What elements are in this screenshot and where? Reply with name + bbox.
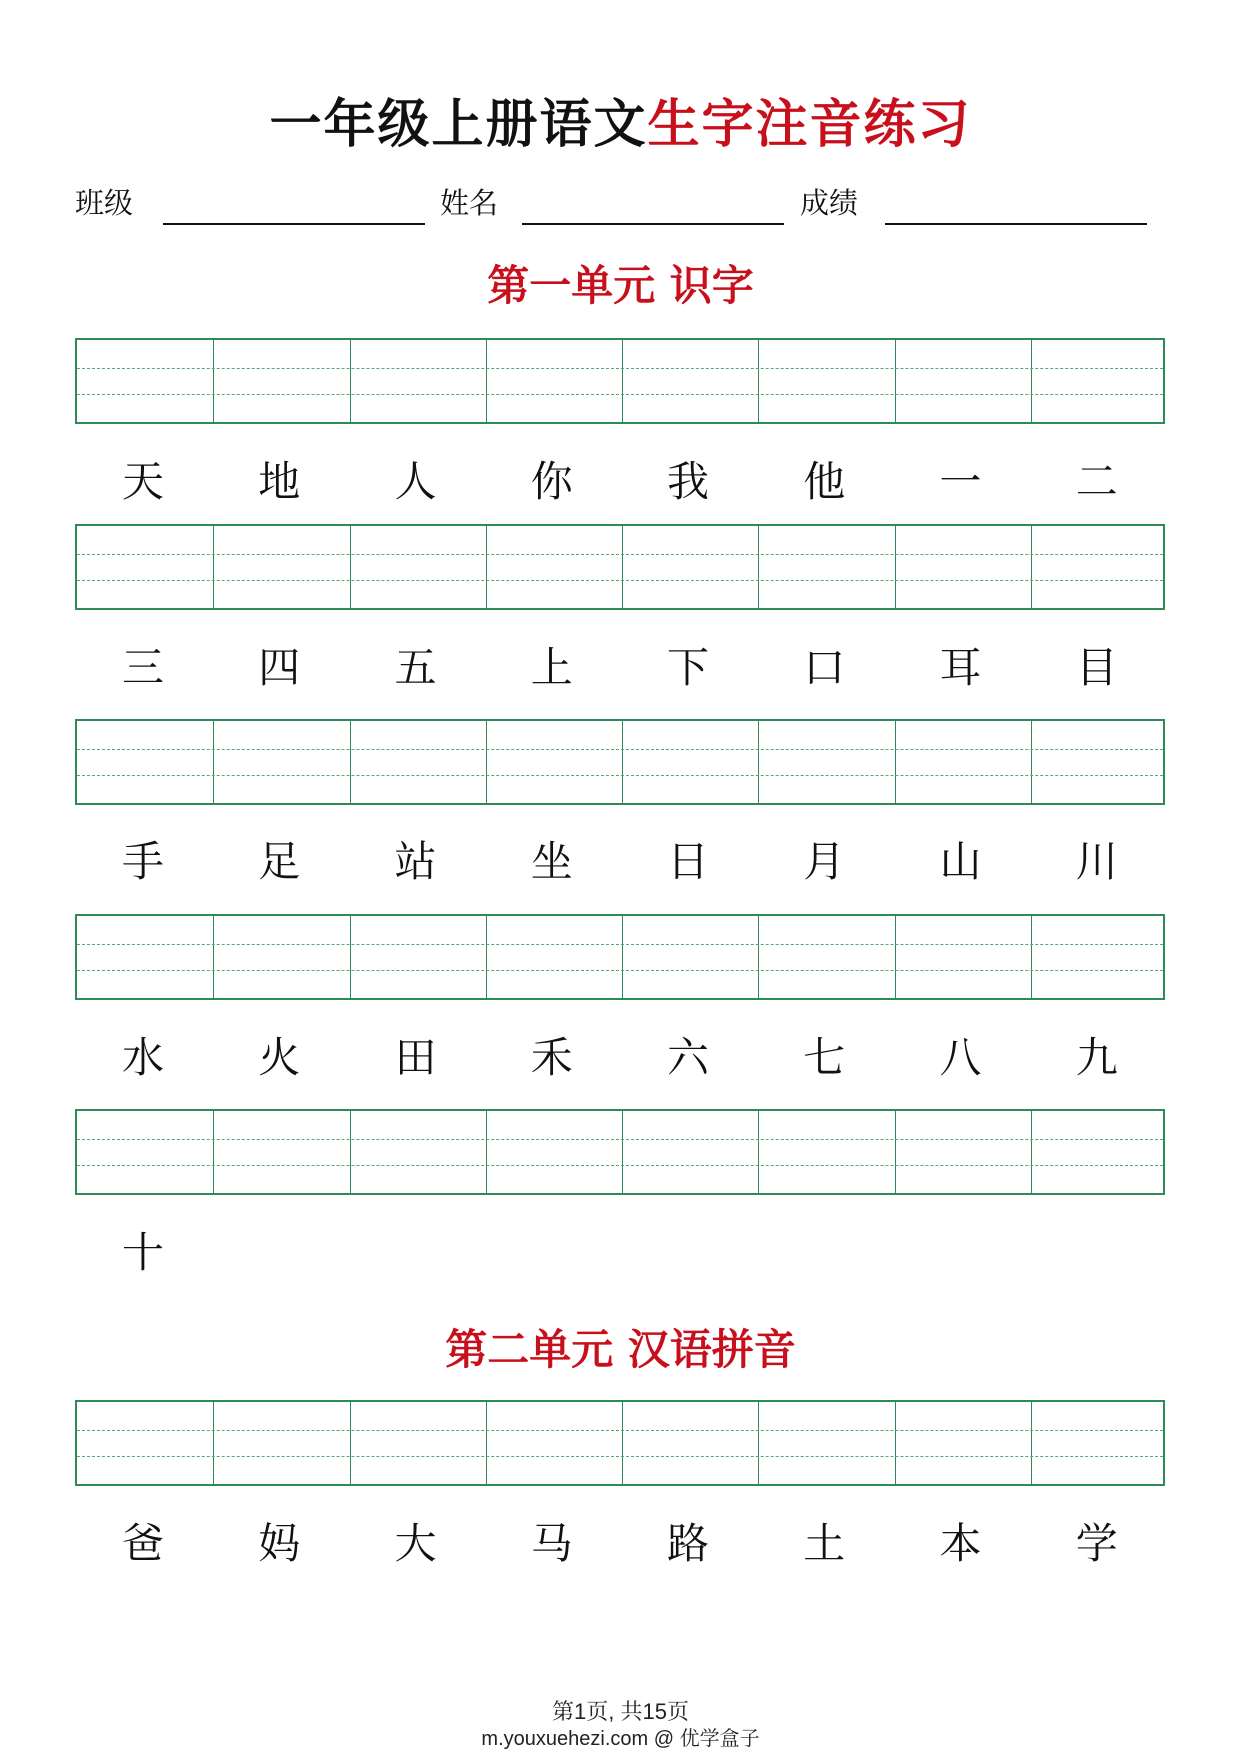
hanzi-character: 坐 — [530, 837, 573, 886]
pinyin-cell[interactable] — [622, 1111, 758, 1193]
pinyin-cell[interactable] — [895, 1111, 1031, 1193]
pinyin-cell[interactable] — [758, 1402, 894, 1484]
hanzi-character: 十 — [121, 1228, 164, 1277]
pinyin-cell[interactable] — [895, 340, 1031, 422]
pinyin-cell[interactable] — [486, 721, 622, 803]
hanzi-character: 上 — [530, 643, 573, 692]
hanzi-character: 田 — [394, 1033, 437, 1082]
pinyin-grid — [75, 1109, 1165, 1195]
hanzi-character: 月 — [803, 837, 846, 886]
hanzi-character: 水 — [121, 1033, 164, 1082]
pinyin-cell[interactable] — [758, 340, 894, 422]
hanzi-character: 爸 — [121, 1519, 164, 1568]
pinyin-cell[interactable] — [213, 526, 349, 608]
hanzi-character: 六 — [666, 1033, 709, 1082]
pinyin-cell[interactable] — [77, 1402, 213, 1484]
pinyin-cell[interactable] — [486, 916, 622, 998]
pinyin-cell[interactable] — [895, 916, 1031, 998]
hanzi-character: 二 — [1075, 457, 1118, 506]
pinyin-cell[interactable] — [350, 916, 486, 998]
hanzi-character: 口 — [803, 643, 846, 692]
pinyin-cell[interactable] — [758, 1111, 894, 1193]
char-row — [75, 1028, 1165, 1088]
pinyin-grid — [75, 524, 1165, 610]
pinyin-cell[interactable] — [895, 526, 1031, 608]
pinyin-cell[interactable] — [1031, 340, 1167, 422]
site-credit: m.youxuehezi.com @ 优学盒子 — [481, 1728, 760, 1750]
hanzi-character: 本 — [939, 1519, 982, 1568]
hanzi-character: 人 — [394, 457, 437, 506]
char-row — [75, 452, 1165, 512]
class-blank-line — [163, 223, 425, 225]
pinyin-grid — [75, 338, 1165, 424]
pinyin-cell[interactable] — [213, 1111, 349, 1193]
hanzi-character: 八 — [939, 1033, 982, 1082]
unit-1-heading: 第一单元 识字 — [487, 261, 754, 310]
hanzi-character: 学 — [1075, 1519, 1118, 1568]
hanzi-character: 你 — [530, 457, 573, 506]
name-label: 姓名 — [440, 186, 499, 220]
hanzi-character: 禾 — [530, 1033, 573, 1082]
hanzi-character: 马 — [530, 1519, 573, 1568]
hanzi-character: 日 — [666, 837, 709, 886]
page-title — [0, 90, 1241, 160]
pinyin-grid — [75, 914, 1165, 1000]
hanzi-character: 五 — [394, 643, 437, 692]
hanzi-character: 他 — [803, 457, 846, 506]
score-label: 成绩 — [800, 186, 859, 220]
hanzi-character: 下 — [666, 643, 709, 692]
char-row — [75, 1514, 1165, 1574]
char-row — [75, 1223, 1165, 1283]
title-red: 生字注音练习 — [647, 94, 972, 155]
hanzi-character: 大 — [394, 1519, 437, 1568]
pinyin-cell[interactable] — [350, 526, 486, 608]
unit-2-heading: 第二单元 汉语拼音 — [445, 1325, 796, 1374]
hanzi-character: 九 — [1075, 1033, 1118, 1082]
hanzi-character: 七 — [803, 1033, 846, 1082]
hanzi-character: 站 — [394, 837, 437, 886]
pinyin-cell[interactable] — [622, 721, 758, 803]
hanzi-character: 土 — [803, 1519, 846, 1568]
class-label: 班级 — [75, 186, 134, 220]
pinyin-cell[interactable] — [758, 916, 894, 998]
pinyin-cell[interactable] — [1031, 1402, 1167, 1484]
pinyin-cell[interactable] — [486, 1402, 622, 1484]
pinyin-cell[interactable] — [1031, 916, 1167, 998]
pinyin-cell[interactable] — [758, 526, 894, 608]
pinyin-cell[interactable] — [1031, 721, 1167, 803]
pinyin-cell[interactable] — [213, 340, 349, 422]
pinyin-cell[interactable] — [1031, 526, 1167, 608]
pinyin-cell[interactable] — [213, 1402, 349, 1484]
pinyin-cell[interactable] — [350, 721, 486, 803]
hanzi-character: 妈 — [258, 1519, 301, 1568]
hanzi-character: 四 — [258, 643, 301, 692]
pinyin-cell[interactable] — [77, 340, 213, 422]
pinyin-cell[interactable] — [486, 1111, 622, 1193]
hanzi-character: 一 — [939, 457, 982, 506]
pinyin-cell[interactable] — [758, 721, 894, 803]
pinyin-cell[interactable] — [622, 340, 758, 422]
pinyin-grid — [75, 1400, 1165, 1486]
pinyin-cell[interactable] — [622, 1402, 758, 1484]
hanzi-character: 三 — [121, 643, 164, 692]
pinyin-cell[interactable] — [213, 916, 349, 998]
hanzi-character: 火 — [258, 1033, 301, 1082]
pinyin-cell[interactable] — [350, 340, 486, 422]
hanzi-character: 天 — [121, 457, 164, 506]
pinyin-cell[interactable] — [77, 916, 213, 998]
title-black: 一年级上册语文 — [269, 94, 648, 155]
pinyin-cell[interactable] — [895, 1402, 1031, 1484]
pinyin-cell[interactable] — [895, 721, 1031, 803]
pinyin-cell[interactable] — [486, 526, 622, 608]
hanzi-character: 山 — [939, 837, 982, 886]
hanzi-character: 我 — [666, 457, 709, 506]
name-blank-line — [522, 223, 784, 225]
hanzi-character: 耳 — [939, 643, 982, 692]
pinyin-cell[interactable] — [350, 1111, 486, 1193]
hanzi-character: 足 — [258, 837, 301, 886]
hanzi-character: 川 — [1075, 837, 1118, 886]
hanzi-character: 地 — [258, 457, 301, 506]
hanzi-character: 目 — [1075, 643, 1118, 692]
pinyin-cell[interactable] — [622, 526, 758, 608]
score-blank-line — [885, 223, 1147, 225]
pinyin-cell[interactable] — [486, 340, 622, 422]
pinyin-cell[interactable] — [77, 526, 213, 608]
char-row — [75, 638, 1165, 698]
pinyin-cell[interactable] — [350, 1402, 486, 1484]
hanzi-character: 手 — [121, 837, 164, 886]
pinyin-cell[interactable] — [622, 916, 758, 998]
char-row — [75, 832, 1165, 892]
pinyin-cell[interactable] — [77, 721, 213, 803]
page-number: 第1页, 共15页 — [552, 1699, 689, 1724]
pinyin-cell[interactable] — [213, 721, 349, 803]
pinyin-grid — [75, 719, 1165, 805]
pinyin-cell[interactable] — [77, 1111, 213, 1193]
pinyin-cell[interactable] — [1031, 1111, 1167, 1193]
hanzi-character: 路 — [666, 1519, 709, 1568]
